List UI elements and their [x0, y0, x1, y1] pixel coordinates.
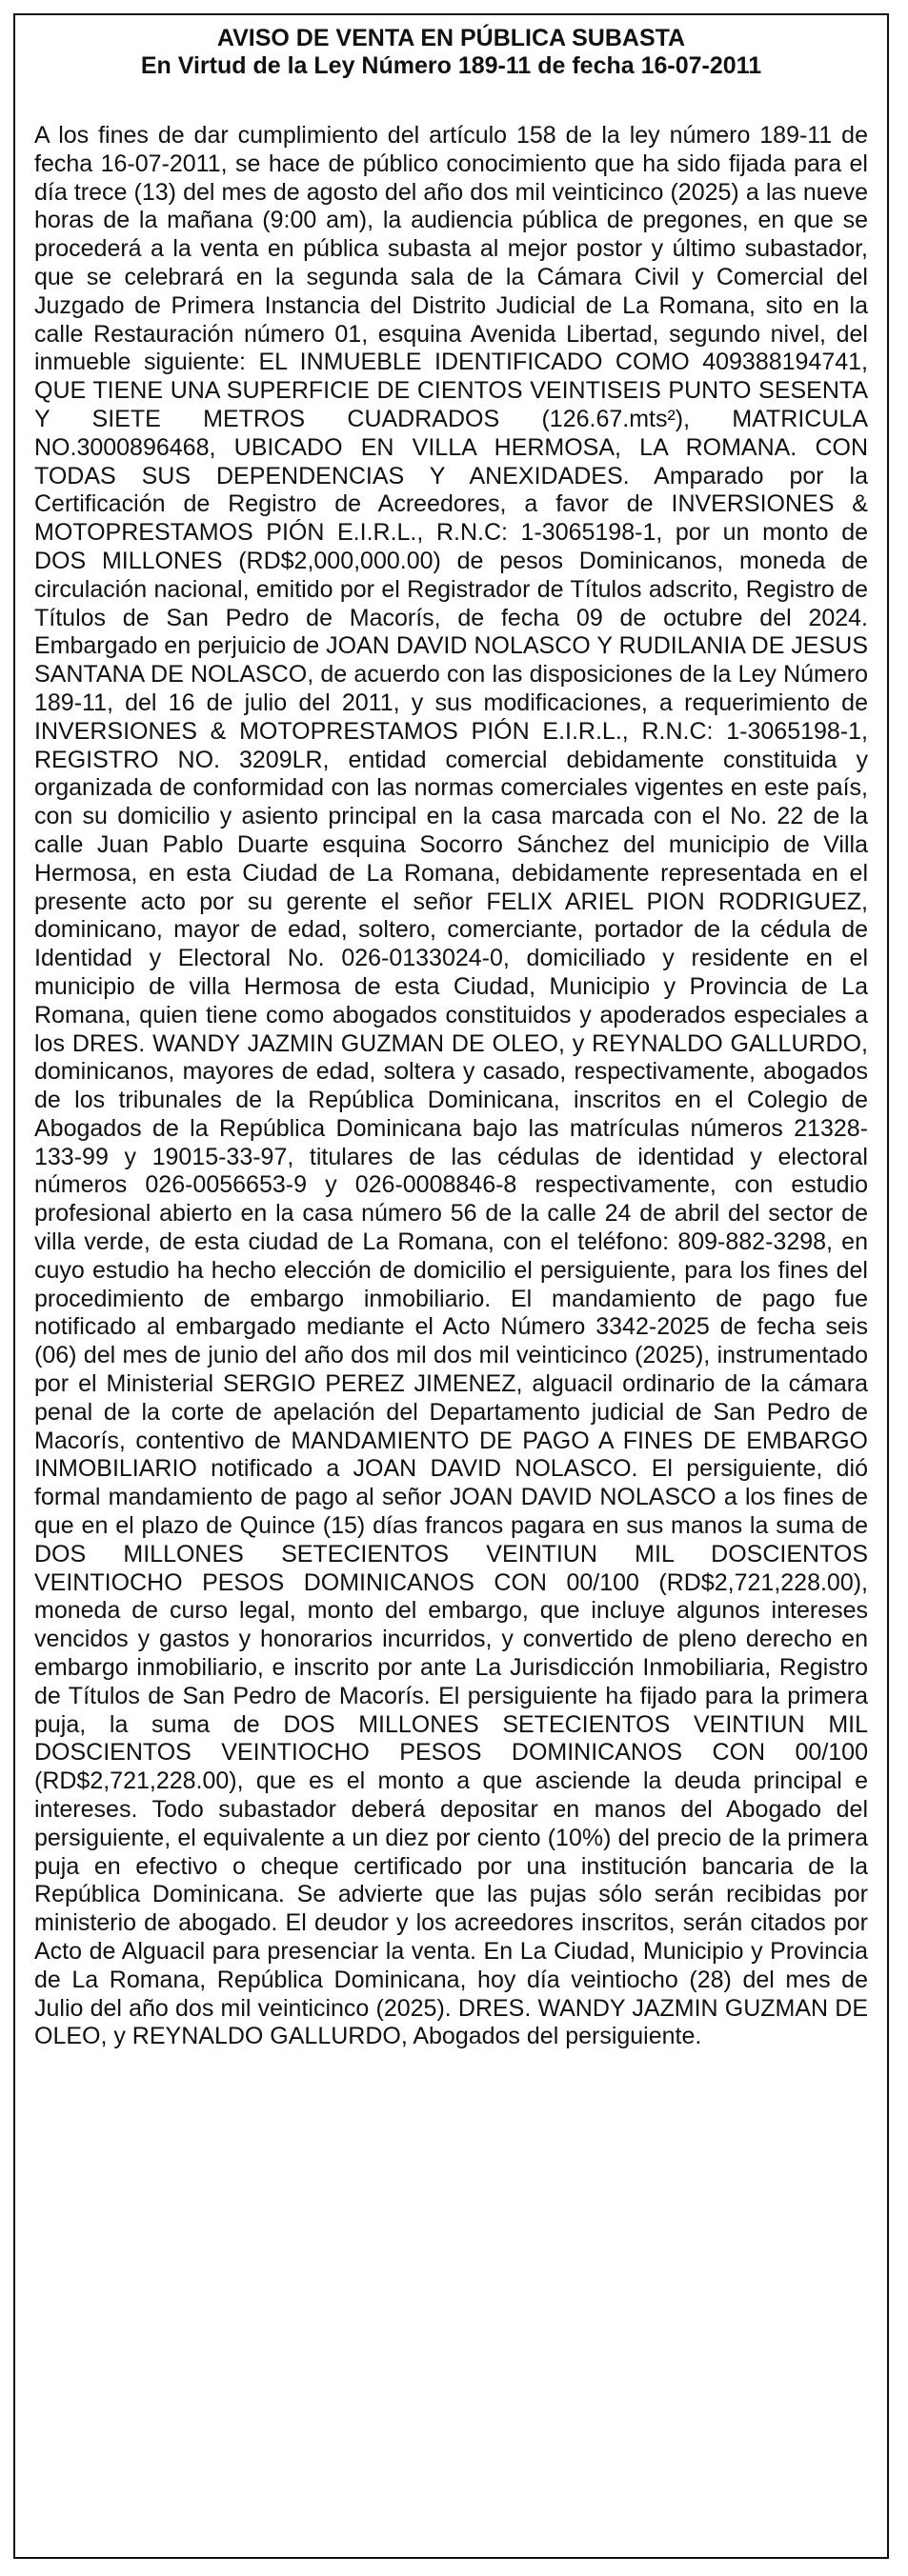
- notice-subtitle: En Virtud de la Ley Número 189-11 de fecha 16-07-2011: [140, 52, 762, 79]
- legal-notice-frame: [13, 13, 889, 2559]
- notice-title: AVISO DE VENTA EN PÚBLICA SUBASTA: [216, 25, 686, 51]
- notice-body-text: A los fines de dar cumplimiento del artículo 158 de la ley número 189-11 de fecha 16-07-2011, se hace de público conocimiento que ha sido fijada para el día trece (13) del mes de agosto del año dos mil veinticinco (2025) a las nueve horas de la mañana (9:00 am), la audiencia pública de pregones, en que se procederá a la venta en pública subasta al mejor postor y último subastador, que se celebrará en la segunda sala de la Cámara Civil y Comercial del Juzgado de Primera Instancia del Distrito Judicial de La Romana, sito en la calle Restauración número 01, esquina Avenida Libertad, segundo nivel, del inmueble siguiente: EL INMUEBLE IDENTIFICADO COMO 409388194741, QUE TIENE UNA SUPERFICIE DE CIENTOS VEINTISEIS PUNTO SESENTA Y SIETE METROS CUADRADOS (126.67.mts²), MATRICULA NO.3000896468, UBICADO EN VILLA HERMOSA, LA ROMANA. CON TODAS SUS DEPENDENCIAS Y ANEXIDADES. Amparado por la Certificación de Registro de Acreedores, a favor de INVERSIONES & MOTOPRESTAMOS PIÓN E.I.R.L., R.N.C: 1-3065198-1, por un monto de DOS MILLONES (RD$2,000,000.00) de pesos Dominicanos, moneda de circulación nacional, emitido por el Registrador de Títulos adscrito, Registro de Títulos de San Pedro de Macorís, de fecha 09 de octubre del 2024. Embargado en perjuicio de JOAN DAVID NOLASCO Y RUDILANIA DE JESUS SANTANA DE NOLASCO, de acuerdo con las disposiciones de la Ley Número 189-11, del 16 de julio del 2011, y sus modificaciones, a requerimiento de INVERSIONES & MOTOPRESTAMOS PIÓN E.I.R.L., R.N.C: 1-3065198-1, REGISTRO NO. 3209LR, entidad comercial debidamente constituida y organizada de conformidad con las normas comerciales vigentes en este país, con su domicilio y asiento principal en la casa marcada con el No. 22 de la calle Juan Pablo Duarte esquina Socorro Sánchez del municipio de Villa Hermosa, en esta Ciudad de La Romana, debidamente representada en el presente acto por su gerente el señor FELIX ARIEL PION RODRIGUEZ, dominicano, mayor de edad, soltero, comerciante, portador de la cédula de Identidad y Electoral No. 026-0133024-0, domiciliado y residente en el municipio de villa Hermosa de esta Ciudad, Municipio y Provincia de La Romana, quien tiene como abogados constituidos y apoderados especiales a los DRES. WANDY JAZMIN GUZMAN DE OLEO, y REYNALDO GALLURDO, dominicanos, mayores de edad, soltera y casado, respectivamente, abogados de los tribunales de la República Dominicana, inscritos en el Colegio de Abogados de la República Dominicana bajo las matrículas números 21328-133-99 y 19015-33-97, titulares de las cédulas de identidad y electoral números 026-0056653-9 y 026-0008846-8 respectivamente, con estudio profesional abierto en la casa número 56 de la calle 24 de abril del sector de villa verde, de esta ciudad de La Romana, con el teléfono: 809-882-3298, en cuyo estudio ha hecho elección de domicilio el persiguiente, para los fines del procedimiento de embargo inmobiliario. El mandamiento de pago fue notificado al embargado mediante el Acto Número 3342-2025 de fecha seis (06) del mes de junio del año dos mil dos mil veinticinco (2025), instrumentado por el Ministerial SERGIO PEREZ JIMENEZ, alguacil ordinario de la cámara penal de la corte de apelación del Departamento judicial de San Pedro de Macorís, contentivo de MANDAMIENTO DE PAGO A FINES DE EMBARGO INMOBILIARIO notificado a JOAN DAVID NOLASCO. El persiguiente, dió formal mandamiento de pago al señor JOAN DAVID NOLASCO a los fines de que en el plazo de Quince (15) días francos pagara en sus manos la suma de DOS MILLONES SETECIENTOS VEINTIUN MIL DOSCIENTOS VEINTIOCHO PESOS DOMINICANOS CON 00/100 (RD$2,721,228.00), moneda de curso legal, monto del embargo, que incluye algunos intereses vencidos y gastos y honorarios incurridos, y convertido de pleno derecho en embargo inmobiliario, e inscrito por ante La Jurisdicción Inmobiliaria, Registro de Títulos de San Pedro de Macorís. El persiguiente ha fijado para la primera puja, la suma de DOS MILLONES SETECIENTOS VEINTIUN MIL DOSCIENTOS VEINTIOCHO PESOS DOMINICANOS CON 00/100 (RD$2,721,228.00), que es el monto a que asciende la deuda principal e intereses. Todo subastador deberá depositar en manos del Abogado del persiguiente, el equivalente a un diez por ciento (10%) del precio de la primera puja en efectivo o cheque certificado por una institución bancaria de la República Dominicana. Se advierte que las pujas sólo serán recibidas por ministerio de abogado. El deudor y los acreedores inscritos, serán citados por Acto de Alguacil para presenciar la venta. En La Ciudad, Municipio y Provincia de La Romana, República Dominicana, hoy día veintiocho (28) del mes de Julio del año dos mil veinticinco (2025). DRES. WANDY JAZMIN GUZMAN DE OLEO, y REYNALDO GALLURDO, Abogados del persiguiente.: [34, 122, 868, 2050]
